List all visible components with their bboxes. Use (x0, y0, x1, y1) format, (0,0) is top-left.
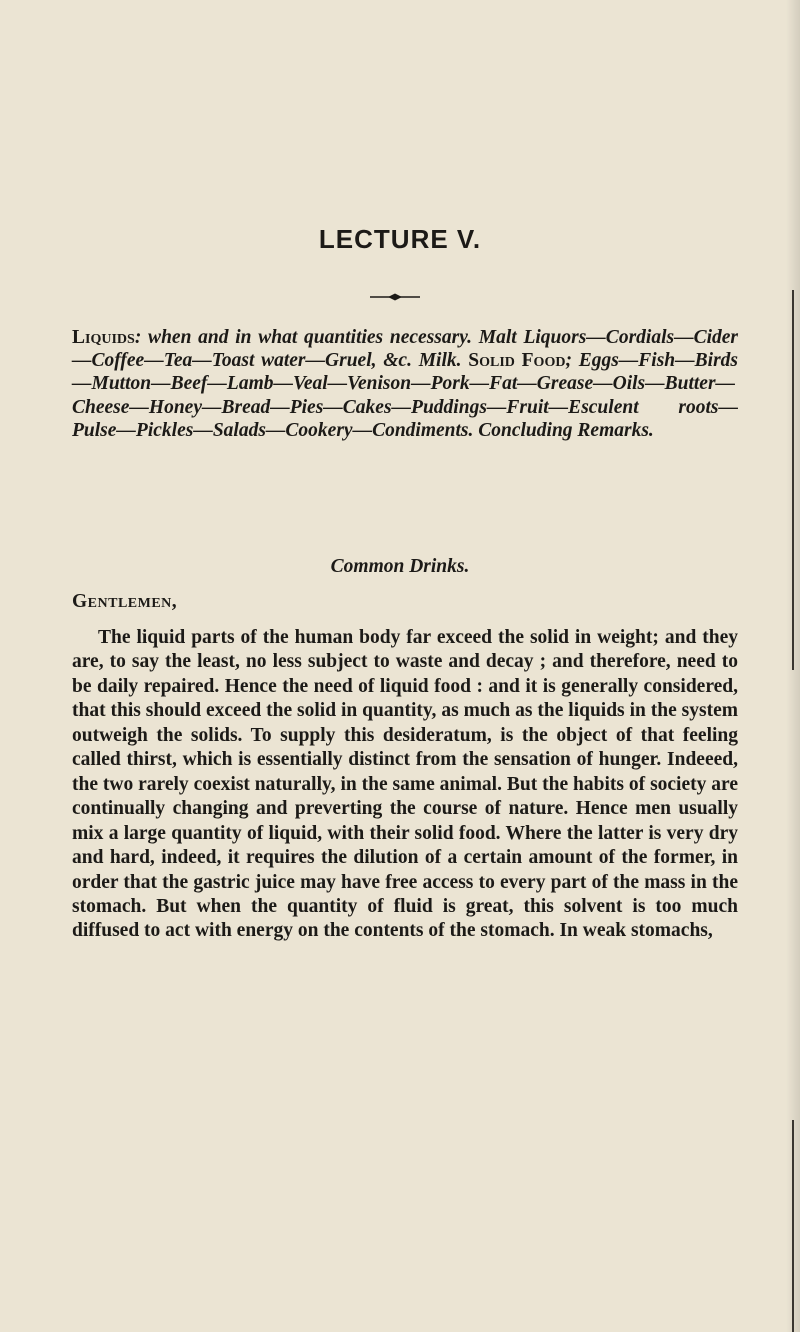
summary-liquids-label: Liquids (72, 327, 135, 348)
body-paragraph: The liquid parts of the human body far exceed the solid in weight; and they are, to say the least, no less subject to waste and decay ; and therefore, need to be daily repaired. Hence the need of liquid food : and it is generally considered, that this should exceed the solid in quantity, as much as the liquids in the system outweigh the solids. To supply this desideratum, is the object of that feeling called thirst, which is essentially distinct from the sensation of hunger. Indeeed, the two rarely coexist naturally, in the same animal. But the habits of society are continually changing and preverting the course of nature. Hence men usually mix a large quantity of liquid, with their solid food. Where the latter is very dry and hard, indeed, it requires the dilution of a certain amount of the former, in order that the gastric juice may have free access to every part of the mass in the stomach. But when the quantity of fluid is great, this solvent is too much diffused to act with energy on the contents of the stomach. In weak stomachs, (72, 627, 738, 942)
page-edge-line (792, 1120, 794, 1332)
chapter-summary (72, 326, 738, 442)
salutation: Gentlemen, (72, 591, 178, 612)
page-edge-line (792, 290, 794, 670)
summary-liquids-text: : when and in what quantities necessary. Malt Liquors—Cordials—Cider—Coffee—Tea—Toast water—Gruel, &c. Milk. (72, 327, 738, 372)
summary-solid-food-label: Solid Food (468, 350, 566, 372)
section-subheading: Common Drinks. (330, 556, 470, 577)
lecture-title: LECTURE V. (318, 224, 482, 254)
summary-solid-food-text: ; Eggs—Fish—Birds—Mutton—Beef—Lamb—Veal—Venison—Pork—Fat—Grease—Oils—Butter—Cheese—Honey—Bread—Pies—Cakes—Puddings—Fruit—Esculent roots—Pulse—Pickles—Salads—Cookery—Condiments. Concluding Remarks. (72, 350, 739, 441)
ornament-divider (370, 292, 420, 302)
